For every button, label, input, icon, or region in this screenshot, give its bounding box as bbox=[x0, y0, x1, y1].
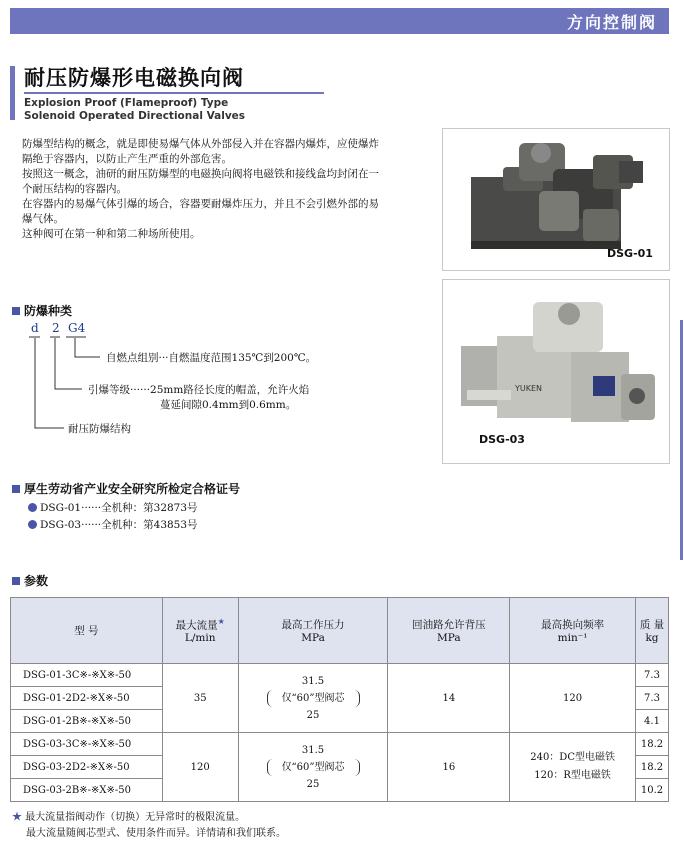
spec-table bbox=[10, 597, 669, 802]
cell-flow: 120 bbox=[162, 733, 238, 802]
cell-model: DSG-03-2D2-※X※-50 bbox=[11, 756, 163, 779]
cell-model: DSG-01-2D2-※X※-50 bbox=[11, 687, 163, 710]
english-title-line-2: Solenoid Operated Directional Valves bbox=[24, 110, 246, 122]
annotation-ignition-group: 自燃点组别···自燃温度范围135℃到200℃。 bbox=[106, 352, 317, 364]
intro-line: 按照这一概念，油研的耐压防爆型的电磁换向阀将电磁铁和接线盒均封闭在一 bbox=[22, 168, 379, 180]
bullet-dot-icon bbox=[28, 520, 37, 529]
cell-pressure: 31.5 仅“60”型阀芯 25 bbox=[238, 664, 388, 733]
cell-model: DSG-03-3C※-※X※-50 bbox=[11, 733, 163, 756]
page-title: 耐压防爆形电磁换向阀 bbox=[24, 66, 244, 90]
cell-mass: 4.1 bbox=[635, 710, 668, 733]
col-flow: 最大流量★ L/min bbox=[162, 598, 238, 664]
section-square-icon bbox=[12, 485, 20, 493]
section-heading-explosion-class: 防爆种类 bbox=[12, 302, 72, 319]
title-rule bbox=[24, 92, 324, 94]
cell-frequency: 240：DC型电磁铁 120：R型电磁铁 bbox=[510, 733, 636, 802]
cell-frequency: 120 bbox=[510, 664, 636, 733]
annotation-ignition-class: 引爆等级······25mm路径长度的帽盖，允许火焰 bbox=[88, 384, 310, 396]
cell-mass: 7.3 bbox=[635, 664, 668, 687]
intro-line: 隔绝于容器内，以防止产生严重的外部危害。 bbox=[22, 153, 232, 165]
product-photo-dsg01 bbox=[442, 128, 670, 271]
cell-model: DSG-01-3C※-※X※-50 bbox=[11, 664, 163, 687]
col-back-pressure: 回油路允许背压 MPa bbox=[388, 598, 510, 664]
photo-caption: DSG-03 bbox=[479, 433, 525, 446]
annotation-ignition-class-2: 蔓延间隙0.4mm到0.6mm。 bbox=[160, 399, 297, 411]
col-model: 型 号 bbox=[11, 598, 163, 664]
col-pressure: 最高工作压力 MPa bbox=[238, 598, 388, 664]
cell-model: DSG-03-2B※-※X※-50 bbox=[11, 779, 163, 802]
product-photo-dsg03 bbox=[442, 279, 670, 464]
footnote-1: ★ 最大流量指阀动作（切换）无异常时的极限流量。 bbox=[12, 812, 246, 823]
intro-line: 个耐压结构的容器内。 bbox=[22, 183, 127, 195]
code-2: 2 bbox=[52, 321, 60, 335]
cell-pressure: 31.5 仅“60”型阀芯 25 bbox=[238, 733, 388, 802]
dsg03-valve-illustration bbox=[443, 280, 669, 463]
table-header-row bbox=[11, 598, 669, 664]
annotation-structure: 耐压防爆结构 bbox=[68, 423, 131, 435]
cell-model: DSG-01-2B※-※X※-50 bbox=[11, 710, 163, 733]
photo-caption: DSG-01 bbox=[607, 247, 653, 260]
nameplate-label: YUKEN bbox=[515, 384, 543, 393]
cell-back-pressure: 16 bbox=[388, 733, 510, 802]
cell-mass: 18.2 bbox=[635, 756, 668, 779]
section-square-icon bbox=[12, 307, 20, 315]
cell-mass: 10.2 bbox=[635, 779, 668, 802]
intro-line: 在容器内的易爆气体引爆的场合，容器要耐爆炸压力，并且不会引燃外部的易 bbox=[22, 198, 379, 210]
section-square-icon bbox=[12, 577, 20, 585]
table-row bbox=[11, 733, 669, 756]
section-heading-certificate: 厚生劳动省产业安全研究所检定合格证号 bbox=[12, 480, 240, 497]
footnote-2: 最大流量随阀芯型式、使用条件而异。详情请和我们联系。 bbox=[26, 828, 286, 839]
intro-line: 爆气体。 bbox=[22, 213, 64, 225]
category-label: 方向控制阀 bbox=[566, 13, 657, 32]
code-d: d bbox=[31, 321, 39, 335]
title-accent-bar bbox=[10, 66, 15, 120]
code-g4: G4 bbox=[68, 321, 86, 335]
cell-flow: 35 bbox=[162, 664, 238, 733]
intro-line: 防爆型结构的概念，就是即使易爆气体从外部侵入并在容器内爆炸，应使爆炸 bbox=[22, 138, 379, 150]
section-heading-params: 参数 bbox=[12, 572, 48, 589]
cell-mass: 7.3 bbox=[635, 687, 668, 710]
bullet-dot-icon bbox=[28, 503, 37, 512]
certificate-item: DSG-03······全机种：第43853号 bbox=[28, 517, 198, 532]
cell-mass: 18.2 bbox=[635, 733, 668, 756]
page-edge-tab bbox=[680, 320, 683, 560]
english-title-line-1: Explosion Proof (Flameproof) Type bbox=[24, 97, 229, 109]
certificate-item: DSG-01······全机种：第32873号 bbox=[28, 500, 198, 515]
category-banner bbox=[10, 8, 669, 34]
table-row bbox=[11, 664, 669, 687]
col-mass: 质 量 kg bbox=[635, 598, 668, 664]
intro-text bbox=[22, 137, 432, 242]
star-icon: ★ bbox=[12, 812, 22, 823]
intro-line: 这种阀可在第一种和第二种场所使用。 bbox=[22, 228, 201, 240]
col-frequency: 最高换向频率 min⁻¹ bbox=[510, 598, 636, 664]
cell-back-pressure: 14 bbox=[388, 664, 510, 733]
